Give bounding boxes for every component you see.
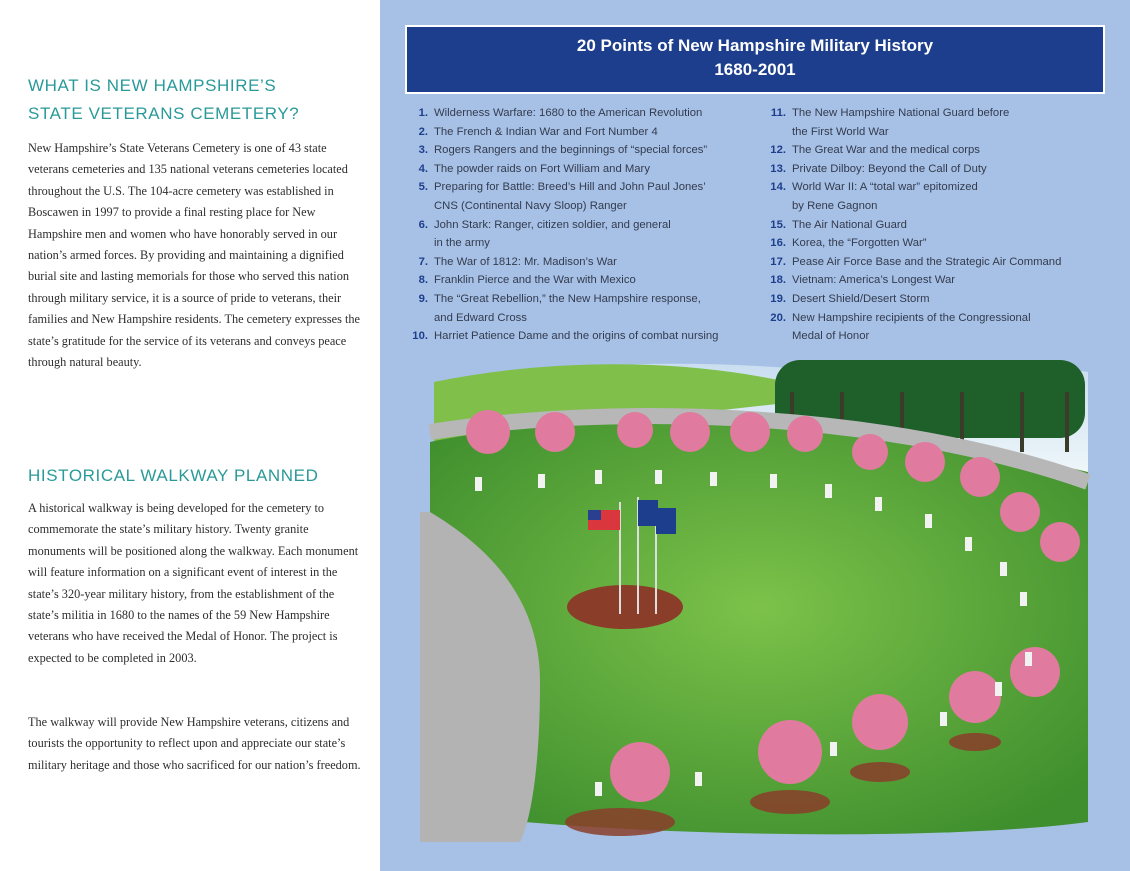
- point-text: The War of 1812: Mr. Madison’s War: [434, 255, 617, 268]
- point-text: Franklin Pierce and the War with Mexico: [434, 274, 636, 287]
- point-number: 18.: [770, 274, 786, 287]
- point-text: in the army: [434, 237, 490, 250]
- point-text: New Hampshire recipients of the Congressional: [792, 311, 1031, 324]
- history-point: [418, 178, 764, 215]
- point-text: Private Dilboy: Beyond the Call of Duty: [792, 162, 987, 175]
- history-point: [418, 160, 764, 179]
- point-text: The Great War and the medical corps: [792, 144, 980, 157]
- point-text: Harriet Patience Dame and the origins of combat nursing: [434, 330, 719, 343]
- heading-line-1: WHAT IS NEW HAMPSHIRE’S: [28, 76, 277, 95]
- history-point: [770, 253, 1112, 272]
- state-flag: [638, 500, 658, 526]
- point-text: and Edward Cross: [434, 311, 527, 324]
- heading-line-2: STATE VETERANS CEMETERY?: [28, 104, 300, 123]
- title-banner: [405, 25, 1105, 94]
- point-number: 6.: [418, 218, 428, 231]
- point-text: The “Great Rebellion,” the New Hampshire response,: [434, 292, 701, 305]
- history-point: [418, 271, 764, 290]
- point-text: The French & Indian War and Fort Number 4: [434, 125, 658, 138]
- points-list-left: [412, 104, 764, 346]
- paragraph-cemetery-intro: New Hampshire’s State Veterans Cemetery is one of 43 state veterans cemeteries and 135 national veterans cemeteries located throughout the U.S. The 104-acre cemetery was established in Boscawen in 1997 to provide a final resting place for New Hampshire men and women who have honorably served in our nation’s armed forces. By providing and maintaining a dignified burial site and lasting memorials for those who served this nation through military service, it is a source of pride to veterans, their families and New Hampshire residents. The cemetery expresses the state’s gratitude for the service of its veterans and conveys peace through natural beauty.: [28, 141, 361, 370]
- history-point: [418, 253, 764, 272]
- history-point: [418, 141, 764, 160]
- point-text: Preparing for Battle: Breed’s Hill and John Paul Jones’: [434, 181, 706, 194]
- history-point: [770, 178, 1112, 215]
- point-text: Medal of Honor: [792, 330, 870, 343]
- point-number: 20.: [770, 311, 786, 324]
- history-point: [418, 216, 764, 253]
- point-number: 14.: [770, 181, 786, 194]
- history-point: [770, 309, 1112, 346]
- point-number: 9.: [418, 292, 428, 305]
- history-point: [418, 104, 764, 123]
- point-number: 13.: [770, 162, 786, 175]
- history-point: [770, 216, 1112, 235]
- point-text: by Rene Gagnon: [792, 199, 878, 212]
- point-number: 1.: [418, 107, 428, 119]
- point-number: 17.: [770, 255, 786, 268]
- left-panel: [0, 0, 380, 871]
- point-number: 11.: [770, 107, 786, 119]
- point-text: the First World War: [792, 125, 889, 138]
- point-text: The powder raids on Fort William and Mary: [434, 162, 650, 175]
- title-main: 20 Points of New Hampshire Military History: [576, 36, 934, 55]
- flag-circle: [567, 585, 683, 629]
- point-text: Korea, the “Forgotten War”: [792, 237, 927, 250]
- point-number: 7.: [418, 255, 428, 268]
- point-number: 12.: [770, 144, 786, 157]
- history-point: [412, 327, 764, 346]
- history-point: [770, 104, 1112, 141]
- point-number: 5.: [418, 181, 428, 194]
- point-number: 8.: [418, 274, 428, 287]
- history-point: [770, 141, 1112, 160]
- point-text: The Air National Guard: [792, 218, 907, 231]
- point-text: Desert Shield/Desert Storm: [792, 292, 930, 305]
- cemetery-illustration: [420, 352, 1100, 842]
- point-text: World War II: A “total war” epitomized: [792, 181, 978, 194]
- history-point: [770, 271, 1112, 290]
- paragraph-walkway: A historical walkway is being developed for the cemetery to commemorate the state’s military history. Twenty granite monuments will be positioned along the walkway. Each monument will feature information on a significant event of interest in the state’s 320-year military history, from the establishment of the state’s militia in 1680 to the names of the 59 New Hampshire veterans who have received the Medal of Honor. The project is expected to be completed in 2003.: [28, 501, 359, 665]
- point-number: 15.: [770, 218, 786, 231]
- history-point: [770, 234, 1112, 253]
- paragraph-walkway-purpose: The walkway will provide New Hampshire veterans, citizens and tourists the opportunity to reflect upon and appreciate our state’s military heritage and those who sacrificed for our nation’s freedom.: [28, 715, 361, 772]
- heading-what-is: [28, 72, 299, 128]
- history-point: [770, 160, 1112, 179]
- point-text: The New Hampshire National Guard before: [792, 107, 1010, 119]
- point-number: 16.: [770, 237, 786, 250]
- point-text: Rogers Rangers and the beginnings of “special forces”: [434, 144, 708, 157]
- point-text: Wilderness Warfare: 1680 to the American Revolution: [434, 107, 703, 119]
- point-number: 3.: [418, 144, 428, 157]
- point-number: 10.: [412, 330, 428, 343]
- title-years: 1680-2001: [714, 60, 796, 79]
- history-point: [418, 290, 764, 327]
- heading-walkway: HISTORICAL WALKWAY PLANNED: [28, 466, 319, 485]
- point-text: John Stark: Ranger, citizen soldier, and general: [434, 218, 671, 231]
- point-text: CNS (Continental Navy Sloop) Ranger: [434, 199, 627, 212]
- point-text: Pease Air Force Base and the Strategic Air Command: [792, 255, 1062, 268]
- history-point: [770, 290, 1112, 309]
- point-text: Vietnam: America’s Longest War: [792, 274, 956, 287]
- point-number: 4.: [418, 162, 428, 175]
- pow-flag: [656, 508, 676, 534]
- history-point: [418, 123, 764, 142]
- point-number: 19.: [770, 292, 786, 305]
- point-number: 2.: [418, 125, 428, 138]
- points-list-right: [770, 104, 1112, 346]
